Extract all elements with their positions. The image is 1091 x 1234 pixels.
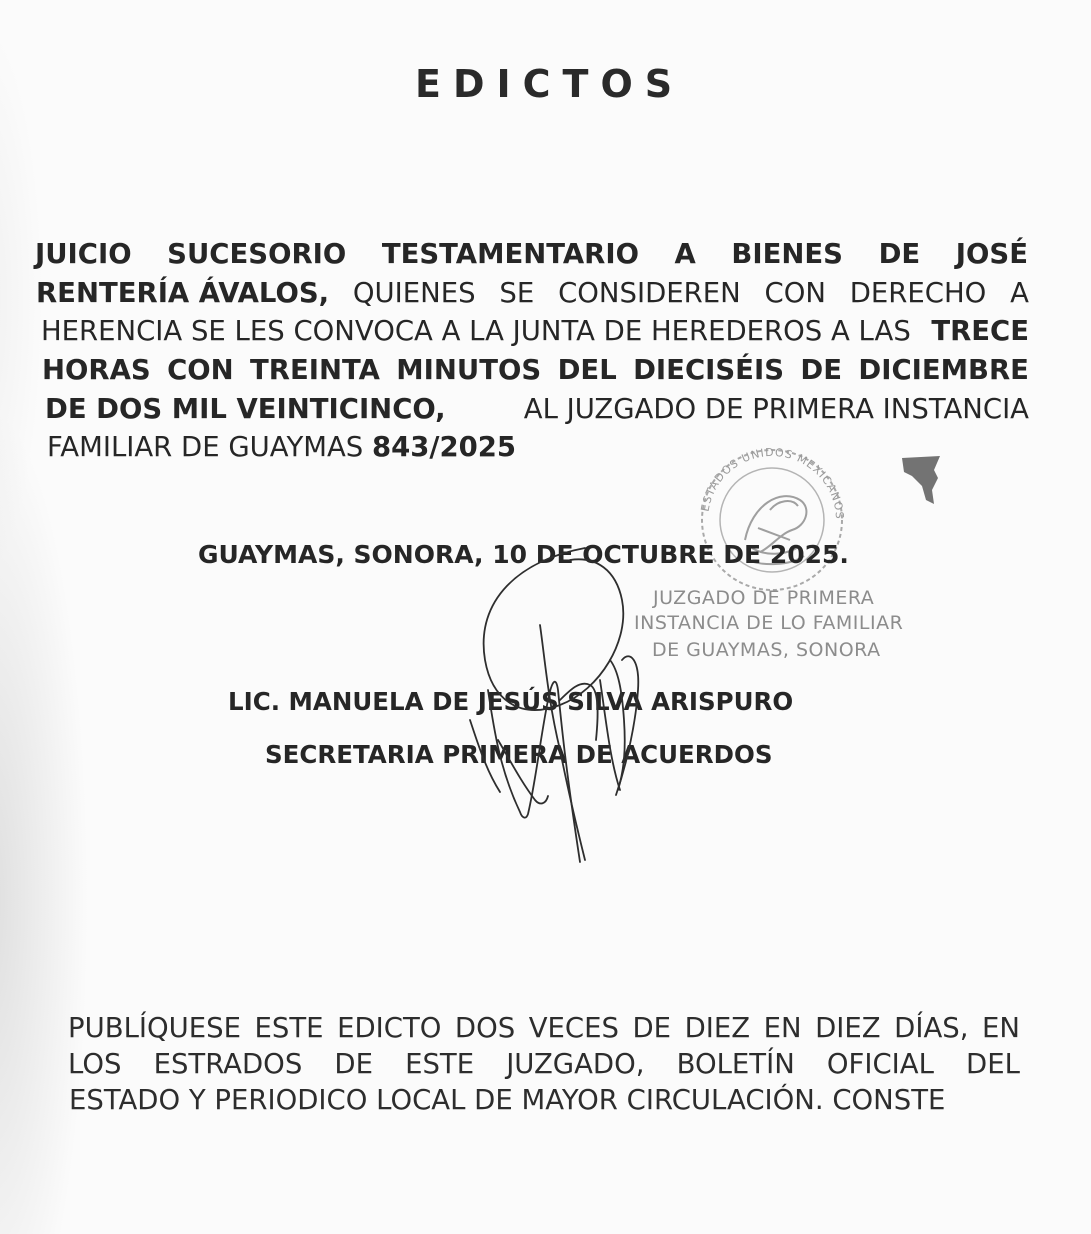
word: CON <box>167 354 234 386</box>
word: CON <box>764 277 826 309</box>
word: DIECISÉIS <box>633 354 784 386</box>
place-and-date: GUAYMAS, SONORA, 10 DE OCTUBRE DE 2025. <box>198 540 849 569</box>
body-line-3-bold: TRECE <box>931 315 1029 347</box>
word: DE <box>800 354 843 386</box>
word: LOS <box>68 1048 122 1080</box>
word: EN <box>982 1012 1020 1044</box>
publication-line-1 <box>68 1012 1020 1044</box>
word: JOSÉ <box>955 238 1028 270</box>
word: A <box>1010 277 1029 309</box>
word: ESTE <box>405 1048 475 1080</box>
word: ESTE <box>254 1012 324 1044</box>
stamp-line-2: INSTANCIA DE LO FAMILIAR <box>634 612 904 634</box>
word: EDICTO <box>337 1012 442 1044</box>
signatory-position: SECRETARIA PRIMERA DE ACUERDOS <box>265 740 773 769</box>
seal-ring-text: ESTADOS UNIDOS MEXICANOS <box>698 445 847 521</box>
word: A <box>674 238 696 270</box>
deceased-name: RENTERÍA ÁVALOS, <box>36 277 330 309</box>
word: DIEZ <box>684 1012 751 1044</box>
publication-line-3: ESTADO Y PERIODICO LOCAL DE MAYOR CIRCULACIÓN. CONSTE <box>69 1084 946 1116</box>
word: BOLETÍN <box>676 1048 795 1080</box>
word: DOS <box>454 1012 516 1044</box>
word: PUBLÍQUESE <box>68 1012 241 1044</box>
word: HORAS <box>42 354 151 386</box>
word: BIENES <box>731 238 843 270</box>
word: QUIENES <box>352 277 476 309</box>
word: TESTAMENTARIO <box>381 238 639 270</box>
word: DIEZ <box>815 1012 881 1044</box>
word: ESTRADOS <box>153 1048 303 1080</box>
word: CONSIDEREN <box>558 277 741 309</box>
body-line-6-text: FAMILIAR DE GUAYMAS <box>47 431 364 463</box>
word: SE <box>499 277 535 309</box>
hearing-year: DE DOS MIL VEINTICINCO, <box>45 393 446 425</box>
word: DE <box>334 1048 373 1080</box>
word: DE <box>878 238 921 270</box>
word: DEL <box>557 354 617 386</box>
word: JUZGADO, <box>506 1048 645 1080</box>
body-line-3-text: HERENCIA SE LES CONVOCA A LA JUNTA DE HEREDEROS A LAS <box>41 315 911 347</box>
stamp-line-1: JUZGADO DE PRIMERA <box>653 587 875 609</box>
signatory-name: LIC. MANUELA DE JESÚS SILVA ARISPURO <box>228 687 794 716</box>
publication-note <box>68 1012 1020 1122</box>
word: DERECHO <box>849 277 987 309</box>
word: SUCESORIO <box>167 238 347 270</box>
word: OFICIAL <box>826 1048 934 1080</box>
word: TREINTA <box>250 354 380 386</box>
document-title: EDICTOS <box>415 62 685 106</box>
word: DÍAS, <box>894 1012 969 1044</box>
stamp-line-3: DE GUAYMAS, SONORA <box>652 639 881 661</box>
word: EN <box>763 1012 802 1044</box>
word: VECES <box>528 1012 619 1044</box>
word: DEL <box>966 1048 1020 1080</box>
word: DICIEMBRE <box>858 354 1029 386</box>
word: DE <box>632 1012 672 1044</box>
word: MINUTOS <box>396 354 542 386</box>
body-line-5-text: AL JUZGADO DE PRIMERA INSTANCIA <box>523 393 1029 425</box>
publication-line-2 <box>68 1048 1020 1080</box>
case-number: 843/2025 <box>372 431 516 463</box>
word: JUICIO <box>35 238 132 270</box>
